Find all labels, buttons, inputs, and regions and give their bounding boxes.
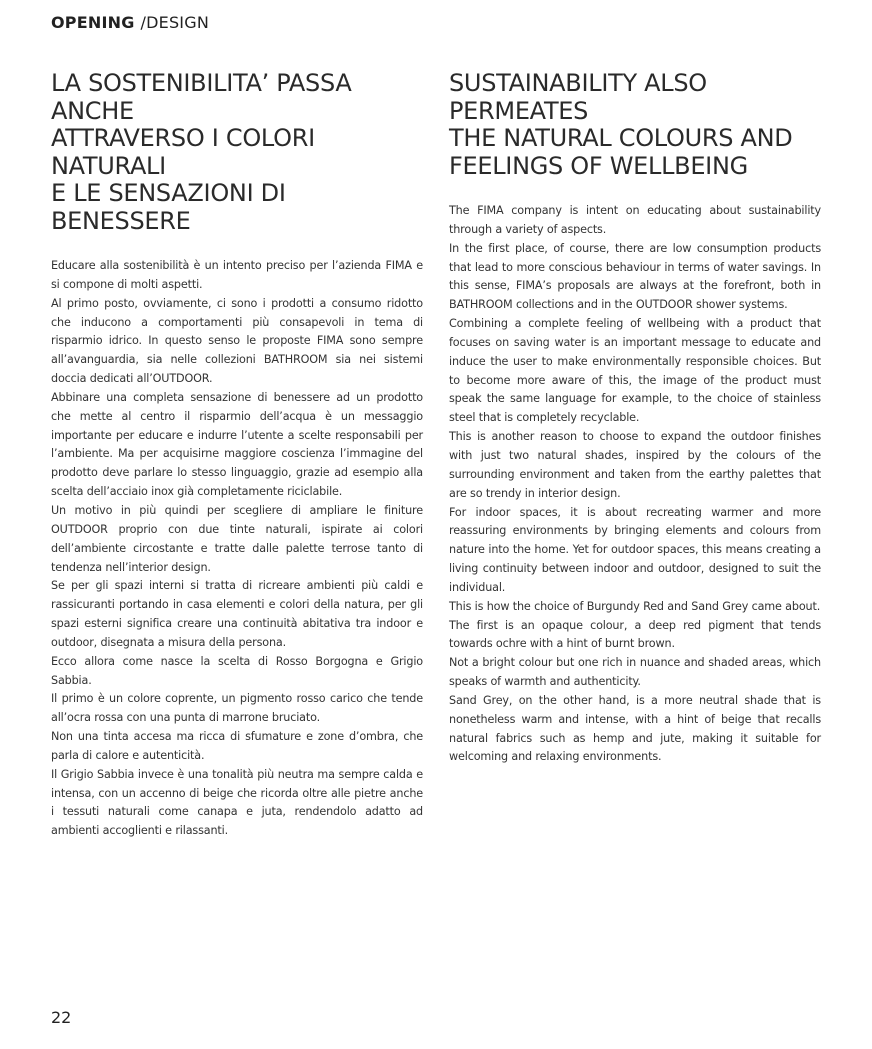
- italian-title-line: ATTRAVERSO I COLORI NATURALI: [51, 124, 315, 180]
- italian-paragraph: Non una tinta accesa ma ricca di sfumature e zone d’ombra, che parla di calore e autenticità.: [51, 730, 423, 762]
- english-title-line: SUSTAINABILITY ALSO PERMEATES: [449, 69, 707, 125]
- italian-paragraph: Abbinare una completa sensazione di benessere ad un prodotto che mette al centro il risparmio dell’acqua è un messaggio importante per educare e indurre l’utente a scelte responsabili per l’ambiente. Ma per acquisirne maggiore coscienza l’immagine del prodotto deve parlare lo stesso linguaggio, grazie ad esempio alla scelta dell’acciaio inox già completamente riciclabile.: [51, 390, 423, 499]
- italian-column: [51, 70, 423, 841]
- header-subsection: DESIGN: [146, 13, 209, 32]
- english-title: [449, 70, 821, 180]
- italian-body: [51, 257, 423, 841]
- header-section: OPENING: [51, 13, 135, 32]
- italian-paragraph: Al primo posto, ovviamente, ci sono i prodotti a consumo ridotto che inducono a comportamenti più consapevoli in tema di risparmio idrico. In questo senso le proposte FIMA sono sempre all’avanguardia, sia nelle collezioni BATHROOM sia nei sistemi doccia dedicati all’OUTDOOR.: [51, 296, 423, 386]
- header-separator: /: [140, 13, 147, 32]
- italian-title-line: E LE SENSAZIONI DI BENESSERE: [51, 179, 286, 235]
- page-header: [51, 13, 209, 32]
- english-paragraph: This is another reason to choose to expand the outdoor finishes with just two natural shades, inspired by the colours of the surrounding environment and taken from the earthy palettes that are so trendy in interior design.: [449, 430, 821, 500]
- english-paragraph: Not a bright colour but one rich in nuance and shaded areas, which speaks of warmth and authenticity.: [449, 656, 821, 689]
- english-column: [449, 70, 821, 767]
- english-title-line: THE NATURAL COLOURS AND: [449, 124, 793, 152]
- italian-paragraph: Ecco allora come nasce la scelta di Rosso Borgogna e Grigio Sabbia.: [51, 654, 423, 687]
- english-title-line: FEELINGS OF WELLBEING: [449, 151, 748, 180]
- english-paragraph: This is how the choice of Burgundy Red and Sand Grey came about.: [449, 599, 821, 613]
- italian-title-line: LA SOSTENIBILITA’ PASSA ANCHE: [51, 69, 352, 125]
- italian-paragraph: Il primo è un colore coprente, un pigmento rosso carico che tende all’ocra rossa con una punta di marrone bruciato.: [51, 692, 423, 725]
- english-paragraph: The first is an opaque colour, a deep red pigment that tends towards ochre with a hint of burnt brown.: [449, 618, 821, 651]
- english-paragraph: For indoor spaces, it is about recreating warmer and more reassuring environments by bringing elements and colours from nature into the home. Yet for outdoor spaces, this means creating a living continuity between indoor and outdoor, designed to suit the individual.: [449, 505, 821, 594]
- italian-paragraph: Educare alla sostenibilità è un intento preciso per l’azienda FIMA e si compone di molti aspetti.: [51, 259, 423, 291]
- italian-paragraph: Se per gli spazi interni si tratta di ricreare ambienti più caldi e rassicuranti portando in casa elementi e colori della natura, per gli spazi esterni significa creare una continuità abitativa tra indoor e outdoor, disegnata a misura della persona.: [51, 579, 423, 649]
- english-body: [449, 202, 821, 767]
- italian-title: [51, 70, 423, 235]
- english-paragraph: Sand Grey, on the other hand, is a more neutral shade that is nonetheless warm and intense, with a hint of beige that recalls natural fabrics such as hemp and jute, making it suitable for welcoming and relaxing environments.: [449, 693, 821, 764]
- italian-paragraph: Il Grigio Sabbia invece è una tonalità più neutra ma sempre calda e intensa, con un accenno di beige che ricorda oltre alle pietre anche i tessuti naturali come canapa e juta, rendendolo adatto ad ambienti accoglienti e rilassanti.: [51, 767, 423, 838]
- english-paragraph: In the first place, of course, there are low consumption products that lead to more conscious behaviour in terms of water savings. In this sense, FIMA’s proposals are always at the forefront, both in BATHROOM collections and in the OUTDOOR shower systems.: [449, 241, 821, 312]
- english-paragraph: The FIMA company is intent on educating about sustainability through a variety of aspects.: [449, 204, 821, 236]
- english-paragraph: Combining a complete feeling of wellbeing with a product that focuses on saving water is an important message to educate and induce the user to make environmentally responsible choices. But to become more aware of this, the image of the product must speak the same language for example, to the choice of stainless steel that is completely recyclable.: [449, 317, 821, 425]
- page-number: 22: [51, 1008, 72, 1027]
- italian-paragraph: Un motivo in più quindi per scegliere di ampliare le finiture OUTDOOR proprio con due tinte naturali, ispirate ai colori dell’ambiente circostante e tratte dalle palette terrose tanto di tendenza nell’interior design.: [51, 503, 423, 574]
